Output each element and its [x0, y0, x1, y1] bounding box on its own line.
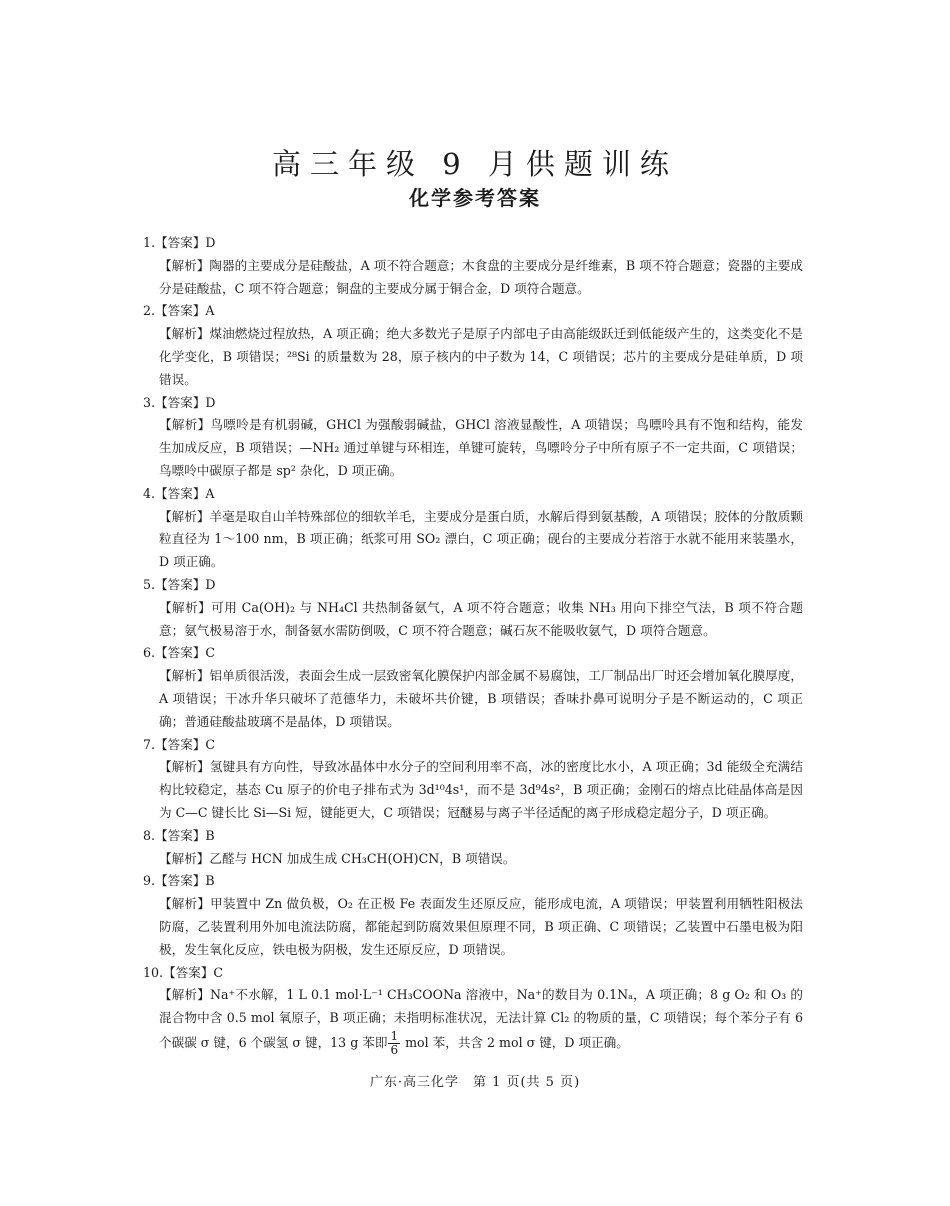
answer-line-9	[143, 870, 803, 893]
answer-label: 【答案】A	[155, 303, 215, 319]
page-footer: 广东·高三化学 第 1 页(共 5 页)	[369, 1075, 581, 1090]
explanation-5: 【解析】可用 Ca(OH)₂ 与 NH₄Cl 共热制备氨气，A 项不符合题意；收集 NH₃ 用向下排空气法，B 项不符合题意；氨气极易溶于水，制备氨水需防倒吸，C 项不符合题意；碱石灰不能吸收氨气，D 项符合题意。	[159, 599, 803, 638]
fraction-one-sixth	[388, 1030, 400, 1057]
answer-item-5	[143, 574, 803, 642]
answer-line-8	[143, 825, 803, 848]
explanation-8: 【解析】乙醛与 HCN 加成生成 CH₃CH(OH)CN，B 项错误。	[159, 850, 516, 866]
explanation-10-part-b: mol 苯，共含 2 mol σ 键，D 项正确。	[401, 1034, 629, 1050]
answer-line-5	[143, 574, 803, 597]
answer-label: 【答案】C	[155, 645, 216, 661]
page-subtitle: 化学参考答案	[409, 186, 541, 210]
answer-line-1	[143, 232, 803, 255]
item-number: 6.	[143, 645, 156, 661]
answer-item-8	[143, 825, 803, 871]
item-number: 1.	[143, 235, 156, 250]
explanation-4: 【解析】羊毫是取自山羊特殊部位的细软羊毛，主要成分是蛋白质，水解后得到氨基酸，A 项错误；胶体的分散质颗粒直径为 1～100 nm，B 项正确；纸浆可用 SO₂ 漂白，C 项正确；砚台的主要成分若溶于水就不能用来装墨水，D 项正确。	[159, 508, 803, 570]
answer-item-1	[143, 232, 803, 300]
explanation-10	[143, 984, 803, 1057]
answer-label: 【答案】D	[155, 576, 216, 592]
explanation-3: 【解析】鸟嘌呤是有机弱碱，GHCl 为强酸弱碱盐，GHCl 溶液显酸性，A 项错误；鸟嘌呤具有不饱和结构，能发生加成反应，B 项错误；—NH₂ 通过单键与环相连，单键可旋转，鸟嘌呤分子中所有原子不一定共面，C 项错误；鸟嘌呤中碳原子都是 sp² 杂化，D 项正确。	[159, 417, 803, 478]
explanation-10-part-a: 【解析】Na⁺不水解，1 L 0.1 mol·L⁻¹ CH₃COONa 溶液中，Na⁺的数目为 0.1Nₐ，A 项正确；8 g O₂ 和 O₃ 的混合物中含 0.5 mol 氧原子，B 项正确；未指明标准状况，无法计算 Cl₂ 的物质的量，C 项错误；每个苯分子有 6 个碳碳 σ 键，6 个碳氢 σ 键，13 g 苯即	[159, 987, 803, 1050]
item-number: 8.	[143, 827, 156, 843]
answer-label: 【答案】D	[155, 235, 216, 250]
answer-list	[143, 232, 803, 1057]
answer-item-7	[143, 734, 803, 825]
item-number: 7.	[143, 736, 156, 752]
item-number: 9.	[143, 873, 156, 889]
answer-item-2	[143, 300, 803, 391]
item-number: 3.	[143, 394, 156, 410]
answer-line-7	[143, 734, 803, 757]
fraction-denominator: 6	[390, 1042, 399, 1057]
answer-item-10	[143, 962, 803, 1057]
explanation-1: 【解析】陶器的主要成分是硅酸盐，A 项不符合题意；木食盘的主要成分是纤维素，B 项不符合题意；瓷器的主要成分是硅酸盐，C 项不符合题意；铜盘的主要成分属于铜合金，D 项符合题意。	[159, 257, 803, 296]
answer-label: 【答案】A	[155, 485, 215, 501]
answer-label: 【答案】B	[155, 827, 215, 843]
answer-item-3	[143, 392, 803, 483]
answer-label: 【答案】C	[155, 736, 216, 752]
answer-item-6	[143, 642, 803, 733]
answer-label: 【答案】C	[163, 964, 224, 980]
explanation-7: 【解析】氢键具有方向性，导致冰晶体中水分子的空间利用率不高，冰的密度比水小，A 项正确；3d 能级全充满结构比较稳定，基态 Cu 原子的价电子排布式为 3d¹⁰4s¹，而不是 3d⁹4s²，B 项正确；金刚石的熔点比硅晶体高是因为 C—C 键长比 Si—Si 短，键能更大，C 项错误；冠醚易与离子半径适配的离子形成稳定超分子，D 项正确。	[159, 759, 803, 820]
answer-line-3	[143, 392, 803, 415]
answer-item-9	[143, 870, 803, 961]
answer-label: 【答案】B	[155, 873, 215, 889]
answer-line-2	[143, 300, 803, 323]
item-number: 5.	[143, 576, 156, 592]
item-number: 4.	[143, 485, 156, 501]
explanation-9: 【解析】甲装置中 Zn 做负极，O₂ 在正极 Fe 表面发生还原反应，能形成电流，A 项错误；甲装置利用牺牲阳极法防腐，乙装置利用外加电流法防腐，都能起到防腐效果但原理不同，B 项正确、C 项错误；乙装置中石墨电极为阳极，发生氧化反应，铁电极为阴极，发生还原反应，D 项错误。	[159, 896, 803, 957]
answer-line-10	[143, 962, 803, 985]
answer-line-6	[143, 642, 803, 665]
answer-line-4	[143, 483, 803, 506]
page-title: 高三年级 9 月供题训练	[272, 147, 678, 181]
item-number: 10.	[143, 964, 164, 980]
explanation-6: 【解析】铝单质很活泼，表面会生成一层致密氧化膜保护内部金属不易腐蚀，工厂制品出厂时还会增加氧化膜厚度，A 项错误；干冰升华只破坏了范德华力，未破坏共价键，B 项错误；香味扑鼻可说明分子是不断运动的，C 项正确；普通硅酸盐玻璃不是晶体，D 项错误。	[159, 668, 803, 729]
answer-item-4	[143, 483, 803, 574]
explanation-2: 【解析】煤油燃烧过程放热，A 项正确；绝大多数光子是原子内部电子由高能级跃迁到低能级产生的，这类变化不是化学变化，B 项错误；²⁸Si 的质量数为 28，原子核内的中子数为 14，C 项错误；芯片的主要成分是硅单质，D 项错误。	[159, 326, 803, 387]
fraction-numerator: 1	[390, 1028, 399, 1043]
item-number: 2.	[143, 303, 156, 319]
answer-label: 【答案】D	[155, 394, 216, 410]
